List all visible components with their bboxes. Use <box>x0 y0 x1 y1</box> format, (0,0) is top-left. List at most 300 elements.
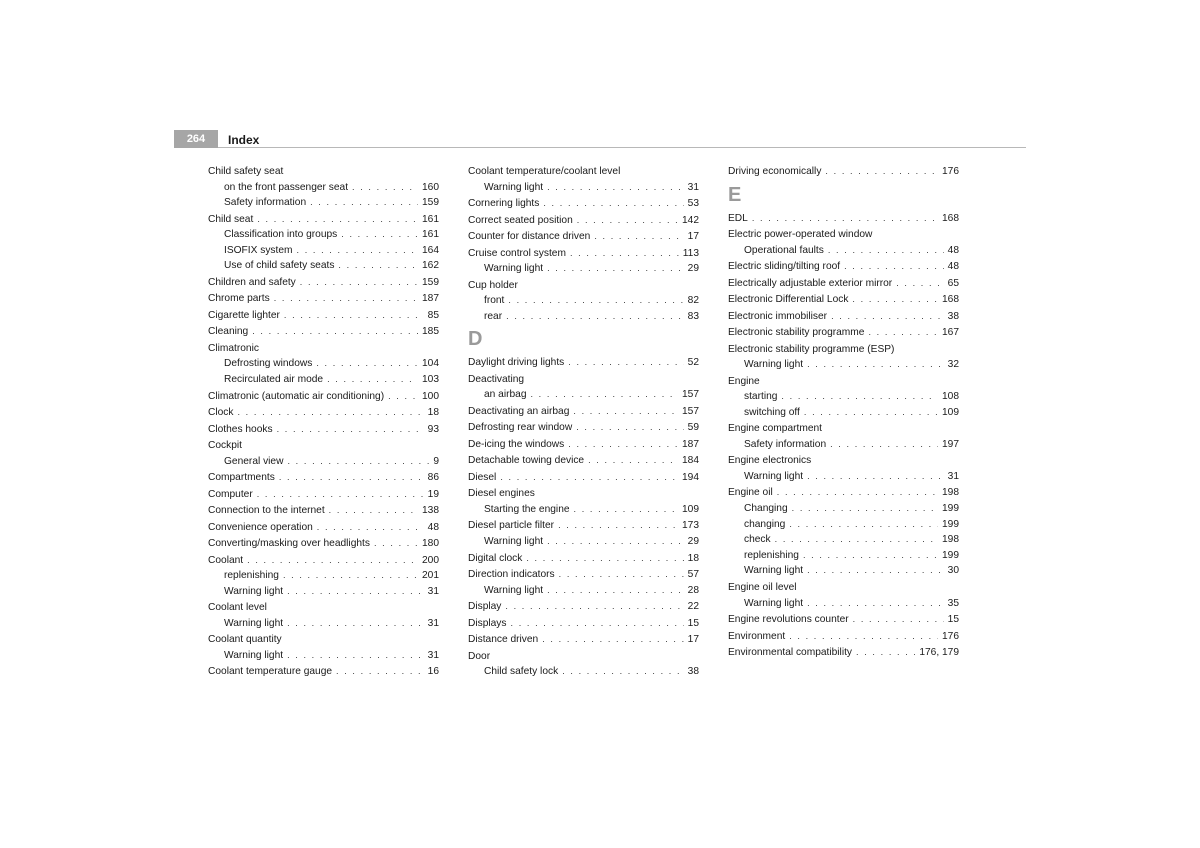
entry-term: Cockpit <box>208 440 242 451</box>
leader-dots <box>247 553 418 569</box>
leader-dots <box>807 469 944 485</box>
leader-dots <box>341 227 418 243</box>
entry-page-ref: 180 <box>422 538 439 550</box>
entry-page-ref: 48 <box>947 261 959 273</box>
entry-term: Display <box>468 601 502 613</box>
entry-page-ref: 108 <box>942 391 959 403</box>
entry-term: Compartments <box>208 472 275 484</box>
index-section-letter: D <box>468 328 483 351</box>
index-entry <box>728 629 959 645</box>
leader-dots <box>868 325 938 341</box>
entry-page-ref: 109 <box>942 406 959 418</box>
entry-term: Warning light <box>484 181 544 193</box>
leader-dots <box>277 422 424 438</box>
entry-term: Computer <box>208 488 253 500</box>
index-entry <box>728 485 959 501</box>
index-entry <box>728 276 959 292</box>
entry-page-ref: 48 <box>427 521 439 533</box>
entry-page-ref: 103 <box>422 374 439 386</box>
entry-term: Engine revolutions counter <box>728 614 849 626</box>
index-entry <box>468 404 699 420</box>
entry-page-ref: 15 <box>687 617 699 629</box>
entry-term: check <box>744 534 771 546</box>
leader-dots <box>830 437 938 453</box>
index-entry <box>728 342 959 358</box>
entry-term: Warning light <box>744 565 804 577</box>
leader-dots <box>574 502 678 518</box>
entry-term: Cup holder <box>468 279 518 291</box>
entry-term: Defrosting windows <box>224 358 313 370</box>
entry-term: Cornering lights <box>468 198 540 210</box>
entry-page-ref: 29 <box>687 263 699 275</box>
index-entry <box>468 616 699 632</box>
entry-page-ref: 31 <box>427 649 439 661</box>
index-subentry <box>208 356 439 372</box>
leader-dots <box>526 551 683 567</box>
leader-dots <box>506 309 684 325</box>
entry-term: Classification into groups <box>224 229 338 241</box>
leader-dots <box>804 405 938 421</box>
index-entry <box>208 212 439 228</box>
leader-dots <box>316 356 418 372</box>
leader-dots <box>831 309 944 325</box>
entry-term: Deactivating <box>468 373 525 385</box>
entry-term: Electronic stability programme (ESP) <box>728 343 895 355</box>
index-subentry <box>208 454 439 470</box>
index-subentry <box>728 563 959 579</box>
index-entry <box>468 567 699 583</box>
index-entry <box>208 389 439 405</box>
entry-page-ref: 85 <box>427 309 439 321</box>
leader-dots <box>807 563 944 579</box>
index-entry <box>728 292 959 308</box>
leader-dots <box>803 548 938 564</box>
leader-dots <box>807 596 944 612</box>
index-subentry <box>468 664 699 680</box>
leader-dots <box>573 404 678 420</box>
entry-page-ref: 109 <box>682 503 699 515</box>
entry-term: replenishing <box>744 549 799 561</box>
entry-page-ref: 164 <box>422 244 439 256</box>
index-entry <box>208 503 439 519</box>
leader-dots <box>300 275 418 291</box>
entry-term: Child safety lock <box>484 666 559 678</box>
entry-term: Starting the engine <box>484 503 570 515</box>
leader-dots <box>568 355 683 371</box>
index-subentry <box>208 195 439 211</box>
entry-page-ref: 187 <box>422 293 439 305</box>
entry-page-ref: 159 <box>422 276 439 288</box>
index-entry <box>468 164 699 180</box>
entry-term: Counter for distance driven <box>468 231 591 243</box>
entry-term: Connection to the internet <box>208 505 325 517</box>
index-entry <box>728 325 959 341</box>
entry-term: Engine compartment <box>728 423 823 435</box>
index-entry <box>468 551 699 567</box>
index-entry <box>468 355 699 371</box>
entry-term: Detachable towing device <box>468 455 585 467</box>
index-entry <box>468 632 699 648</box>
entry-term: Digital clock <box>468 552 523 564</box>
index-entry <box>208 405 439 421</box>
leader-dots <box>789 629 938 645</box>
index-subentry <box>728 548 959 564</box>
leader-dots <box>777 485 938 501</box>
entry-term: Use of child safety seats <box>224 260 335 272</box>
entry-page-ref: 176 <box>942 630 959 642</box>
entry-page-ref: 86 <box>427 472 439 484</box>
index-section-letter: E <box>728 183 742 206</box>
entry-page-ref: 168 <box>942 294 959 306</box>
index-entry <box>208 438 439 454</box>
entry-page-ref: 173 <box>682 520 699 532</box>
leader-dots <box>547 180 684 196</box>
entry-term: Recirculated air mode <box>224 374 324 386</box>
entry-term: front <box>484 295 505 307</box>
entry-page-ref: 162 <box>422 260 439 272</box>
entry-term: starting <box>744 391 778 403</box>
entry-term: Electronic stability programme <box>728 327 865 339</box>
entry-term: EDL <box>728 212 748 224</box>
index-entry <box>468 420 699 436</box>
index-entry <box>208 536 439 552</box>
index-subentry <box>468 261 699 277</box>
entry-term: Engine oil level <box>728 581 797 593</box>
leader-dots <box>559 567 684 583</box>
index-subentry <box>208 584 439 600</box>
index-entry <box>468 599 699 615</box>
index-entry <box>728 612 959 628</box>
entry-term: Warning light <box>224 617 284 629</box>
leader-dots <box>570 246 679 262</box>
leader-dots <box>287 454 429 470</box>
entry-term: Diesel particle filter <box>468 520 555 532</box>
index-entry <box>208 341 439 357</box>
entry-term: Engine electronics <box>728 455 812 467</box>
entry-page-ref: 18 <box>427 407 439 419</box>
entry-page-ref: 35 <box>947 597 959 609</box>
index-entry <box>728 211 959 227</box>
index-column-2 <box>468 164 699 680</box>
leader-dots <box>530 387 678 403</box>
index-subentry <box>208 648 439 664</box>
entry-page-ref: 52 <box>687 357 699 369</box>
index-subentry <box>728 357 959 373</box>
leader-dots <box>352 180 418 196</box>
entry-term: Warning light <box>484 584 544 596</box>
index-entry <box>728 421 959 437</box>
entry-term: Clothes hooks <box>208 423 273 435</box>
entry-page-ref: 198 <box>942 487 959 499</box>
entry-term: Warning light <box>224 585 284 597</box>
leader-dots <box>828 243 944 259</box>
leader-dots <box>852 292 938 308</box>
entry-page-ref: 38 <box>947 310 959 322</box>
entry-page-ref: 200 <box>422 554 439 566</box>
entry-term: Diesel <box>468 471 497 483</box>
index-entry <box>208 487 439 503</box>
entry-page-ref: 30 <box>947 565 959 577</box>
entry-page-ref: 176, 179 <box>919 646 959 658</box>
entry-page-ref: 31 <box>687 181 699 193</box>
entry-term: Coolant level <box>208 602 267 614</box>
leader-dots <box>775 532 938 548</box>
entry-page-ref: 142 <box>682 214 699 226</box>
entry-term: replenishing <box>224 570 279 582</box>
entry-term: on the front passenger seat <box>224 181 349 193</box>
page-title: Index <box>228 133 260 147</box>
leader-dots <box>310 195 418 211</box>
entry-term: Distance driven <box>468 634 539 646</box>
index-entry <box>728 645 959 661</box>
entry-page-ref: 93 <box>427 423 439 435</box>
entry-page-ref: 176 <box>942 166 959 177</box>
index-entry <box>468 470 699 486</box>
entry-term: Coolant <box>208 554 244 566</box>
index-subentry <box>208 243 439 259</box>
index-subentry <box>728 517 959 533</box>
leader-dots <box>388 389 418 405</box>
index-entry <box>208 164 439 180</box>
index-column-3 <box>728 164 959 661</box>
entry-page-ref: 57 <box>687 569 699 581</box>
entry-term: ISOFIX system <box>224 244 293 256</box>
leader-dots <box>576 420 683 436</box>
entry-page-ref: 59 <box>687 422 699 434</box>
leader-dots <box>274 291 418 307</box>
entry-term: Electrically adjustable exterior mirror <box>728 277 893 289</box>
leader-dots <box>327 372 418 388</box>
index-subentry <box>728 389 959 405</box>
leader-dots <box>568 437 678 453</box>
leader-dots <box>547 261 684 277</box>
entry-term: Diesel engines <box>468 488 535 500</box>
index-entry <box>468 213 699 229</box>
index-column-1 <box>208 164 439 680</box>
leader-dots <box>844 259 944 275</box>
index-subentry <box>468 534 699 550</box>
entry-page-ref: 31 <box>427 585 439 597</box>
entry-page-ref: 16 <box>427 666 439 678</box>
entry-term: Warning light <box>744 359 804 371</box>
index-subentry <box>468 583 699 599</box>
entry-page-ref: 38 <box>687 666 699 678</box>
index-subentry <box>208 616 439 632</box>
entry-term: Changing <box>744 503 788 515</box>
leader-dots <box>287 616 424 632</box>
index-entry <box>208 470 439 486</box>
entry-term: Clock <box>208 407 234 419</box>
leader-dots <box>338 258 418 274</box>
entry-term: Warning light <box>224 649 284 661</box>
index-entry <box>728 164 959 180</box>
index-subentry <box>208 227 439 243</box>
index-entry <box>468 278 699 294</box>
index-subentry <box>208 568 439 584</box>
index-entry <box>208 600 439 616</box>
entry-page-ref: 184 <box>682 455 699 467</box>
entry-page-ref: 104 <box>422 358 439 370</box>
entry-term: Climatronic (automatic air conditioning) <box>208 390 385 402</box>
entry-page-ref: 161 <box>422 229 439 241</box>
entry-page-ref: 199 <box>942 549 959 561</box>
entry-page-ref: 28 <box>687 584 699 596</box>
entry-term: General view <box>224 455 284 467</box>
entry-term: Engine oil <box>728 487 773 499</box>
entry-page-ref: 31 <box>947 471 959 482</box>
index-entry <box>208 324 439 340</box>
entry-page-ref: 17 <box>687 231 699 243</box>
leader-dots <box>508 293 683 309</box>
leader-dots <box>374 536 418 552</box>
leader-dots <box>336 664 424 680</box>
entry-page-ref: 199 <box>942 518 959 530</box>
entry-page-ref: 185 <box>422 326 439 338</box>
entry-page-ref: 48 <box>947 244 959 256</box>
entry-term: Convenience operation <box>208 521 313 533</box>
entry-page-ref: 82 <box>687 295 699 307</box>
leader-dots <box>789 517 938 533</box>
entry-page-ref: 32 <box>947 359 959 371</box>
leader-dots <box>257 487 424 503</box>
leader-dots <box>562 664 683 680</box>
entry-term: Driving economically <box>728 166 822 177</box>
index-entry <box>208 664 439 680</box>
entry-page-ref: 9 <box>433 455 439 467</box>
leader-dots <box>505 599 683 615</box>
entry-term: Correct seated position <box>468 214 573 226</box>
leader-dots <box>558 518 678 534</box>
entry-page-ref: 138 <box>422 505 439 517</box>
index-subentry <box>208 180 439 196</box>
index-subentry <box>208 372 439 388</box>
index-entry <box>468 649 699 665</box>
entry-page-ref: 201 <box>422 570 439 582</box>
header-rule <box>174 147 1026 148</box>
entry-term: Electric sliding/tilting roof <box>728 261 841 273</box>
index-entry <box>468 518 699 534</box>
entry-page-ref: 197 <box>942 438 959 450</box>
leader-dots <box>284 308 424 324</box>
index-subentry <box>728 596 959 612</box>
entry-page-ref: 15 <box>947 614 959 626</box>
index-entry <box>468 246 699 262</box>
entry-page-ref: 194 <box>682 471 699 483</box>
page-number: 264 <box>174 130 218 148</box>
entry-page-ref: 157 <box>682 405 699 417</box>
index-subentry <box>728 405 959 421</box>
entry-page-ref: 167 <box>942 327 959 339</box>
entry-term: Child seat <box>208 213 254 225</box>
index-entry <box>468 229 699 245</box>
index-subentry <box>728 469 959 485</box>
index-entry <box>728 580 959 596</box>
index-entry <box>208 553 439 569</box>
entry-page-ref: 159 <box>422 197 439 209</box>
entry-term: Warning light <box>744 597 804 609</box>
entry-page-ref: 113 <box>682 247 699 259</box>
entry-term: switching off <box>744 406 800 418</box>
leader-dots <box>547 583 684 599</box>
index-entry <box>728 227 959 243</box>
leader-dots <box>896 276 943 292</box>
index-entry <box>208 291 439 307</box>
entry-term: Chrome parts <box>208 293 270 305</box>
index-subentry <box>468 293 699 309</box>
index-subentry <box>468 180 699 196</box>
entry-term: Daylight driving lights <box>468 357 565 369</box>
entry-term: Safety information <box>744 438 827 450</box>
entry-term: Coolant temperature gauge <box>208 666 333 678</box>
entry-page-ref: 65 <box>947 277 959 289</box>
leader-dots <box>279 470 424 486</box>
index-entry <box>728 453 959 469</box>
entry-page-ref: 100 <box>422 390 439 402</box>
entry-term: changing <box>744 518 786 530</box>
index-entry <box>208 422 439 438</box>
entry-page-ref: 157 <box>682 389 699 401</box>
entry-term: Displays <box>468 617 507 629</box>
entry-page-ref: 18 <box>687 552 699 564</box>
entry-term: Environmental compatibility <box>728 646 853 658</box>
entry-page-ref: 53 <box>687 198 699 210</box>
entry-page-ref: 83 <box>687 310 699 322</box>
leader-dots <box>317 520 424 536</box>
index-subentry <box>468 387 699 403</box>
entry-term: Cruise control system <box>468 247 566 259</box>
entry-term: Warning light <box>744 471 804 482</box>
entry-term: Warning light <box>484 263 544 275</box>
entry-term: Deactivating an airbag <box>468 405 570 417</box>
index-entry <box>208 520 439 536</box>
entry-term: Converting/masking over headlights <box>208 538 370 550</box>
entry-page-ref: 198 <box>942 534 959 546</box>
leader-dots <box>283 568 418 584</box>
index-entry <box>728 374 959 390</box>
entry-term: De-icing the windows <box>468 438 565 450</box>
index-subentry <box>208 258 439 274</box>
entry-term: an airbag <box>484 389 527 401</box>
entry-term: Electronic Differential Lock <box>728 294 849 306</box>
index-entry <box>208 308 439 324</box>
leader-dots <box>577 213 678 229</box>
entry-term: Children and safety <box>208 276 296 288</box>
leader-dots <box>781 389 938 405</box>
index-entry <box>468 372 699 388</box>
entry-page-ref: 29 <box>687 536 699 548</box>
leader-dots <box>287 584 424 600</box>
entry-term: Coolant temperature/coolant level <box>468 166 621 177</box>
entry-page-ref: 17 <box>687 634 699 646</box>
entry-term: Safety information <box>224 197 307 209</box>
entry-term: Warning light <box>484 536 544 548</box>
entry-page-ref: 187 <box>682 438 699 450</box>
entry-term: Electric power-operated window <box>728 229 873 241</box>
index-entry <box>208 632 439 648</box>
index-subentry <box>728 501 959 517</box>
leader-dots <box>257 212 418 228</box>
leader-dots <box>856 645 915 661</box>
entry-term: Electronic immobiliser <box>728 310 828 322</box>
leader-dots <box>297 243 419 259</box>
entry-page-ref: 199 <box>942 503 959 515</box>
entry-term: rear <box>484 310 503 322</box>
entry-page-ref: 31 <box>427 617 439 629</box>
entry-term: Engine <box>728 375 760 387</box>
index-entry <box>728 309 959 325</box>
index-entry <box>728 259 959 275</box>
entry-term: Defrosting rear window <box>468 422 573 434</box>
